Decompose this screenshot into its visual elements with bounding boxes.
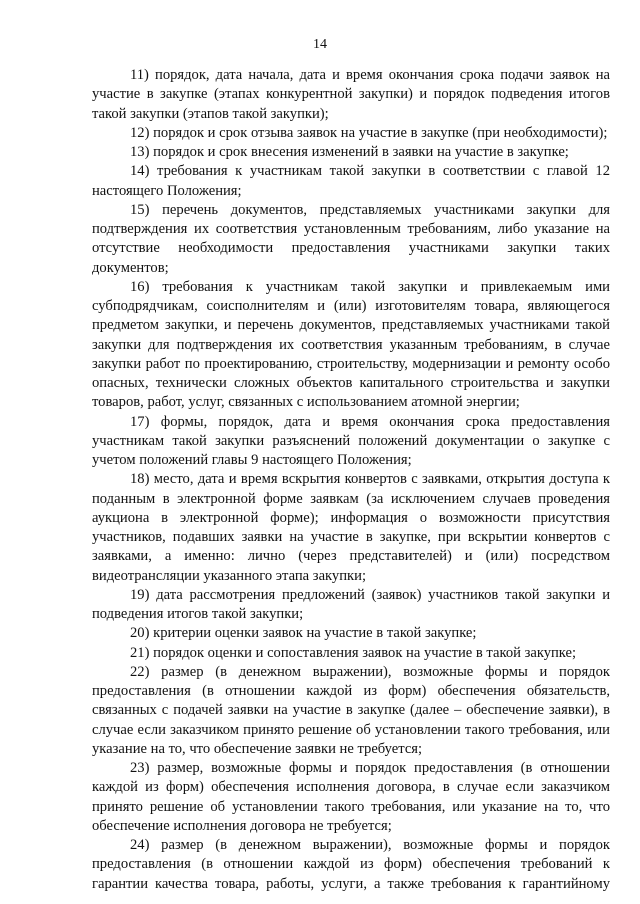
paragraph-item-21: 21) порядок оценки и сопоставления заявок на участие в такой закупке; — [130, 644, 577, 661]
paragraph-item-11: 11) порядок, дата начала, дата и время окончания срока подачи заявок на участие в закупке (этапах конкурентной закупки) и порядок подведения итогов такой закупки (этапов такой закупки); — [92, 67, 610, 122]
paragraph-item-20: 20) критерии оценки заявок на участие в такой закупке; — [130, 625, 477, 642]
page-number: 14 — [313, 37, 327, 52]
document-body — [92, 66, 610, 894]
paragraph-item-19: 19) дата рассмотрения предложений (заявок) участников такой закупки и подведения итогов такой закупки; — [92, 586, 610, 622]
paragraph-item-15: 15) перечень документов, представляемых участниками закупки для подтверждения их соответствия установленным требованиям, либо указание на отсутствие необходимости предоставления участниками закупки таких документов; — [92, 201, 610, 276]
paragraph-item-16: 16) требования к участникам такой закупки и привлекаемым ими субподрядчикам, соисполнителям и (или) изготовителям товара, являющегося предметом закупки, и перечень документов, представляемых участниками такой закупки для подтверждения их соответствия указанным требованиям, в случае закупки работ по проектированию, строительству, модернизации и ремонту особо опасных, технически сложных объектов капитального строительства и закупки товаров, работ, услуг, связанных с использованием атомной энергии; — [92, 278, 610, 411]
paragraph-item-14: 14) требования к участникам такой закупки в соответствии с главой 12 настоящего Положения; — [92, 163, 610, 199]
paragraph-item-17: 17) формы, порядок, дата и время окончания срока предоставления участникам такой закупки разъяснений положений документации о закупке с учетом положений главы 9 настоящего Положения; — [92, 413, 610, 468]
paragraph-item-13: 13) порядок и срок внесения изменений в заявки на участие в закупке; — [130, 144, 569, 160]
paragraph-item-23: 23) размер, возможные формы и порядок предоставления (в отношении каждой из форм) обеспечения исполнения договора, в случае если заказчиком принято решение об установлении такого требования, или указание на то, что обеспечение исполнения договора не требуется; — [92, 760, 610, 834]
paragraph-item-18: 18) место, дата и время вскрытия конвертов с заявками, открытия доступа к поданным в электронной форме заявкам (за исключением случаев проведения аукциона в электронной форме); информация о возможности присутствия участников, подавших заявки на участие в закупке, при вскрытии конвертов с заявками, а именно: лично (через представителей) и (или) посредством видеотрансляции указанного этапа закупки; — [92, 471, 610, 584]
paragraph-item-12: 12) порядок и срок отзыва заявок на участие в закупке (при необходимости); — [130, 124, 608, 141]
paragraph-item-22: 22) размер (в денежном выражении), возможные формы и порядок предоставления (в отношении каждой из форм) обеспечения обязательств, связанных с подачей заявки на участие в закупке (далее – обеспечение заявки), в случае если заказчиком принято решение об установлении такого требования, или указание на то, что обеспечение заявки не требуется; — [92, 663, 610, 757]
paragraph-item-24: 24) размер (в денежном выражении), возможные формы и порядок предоставления (в отношении каждой из форм) обеспечения требований к гарантии качества товара, работы, услуги, а также требования к гарантийному — [92, 837, 610, 892]
